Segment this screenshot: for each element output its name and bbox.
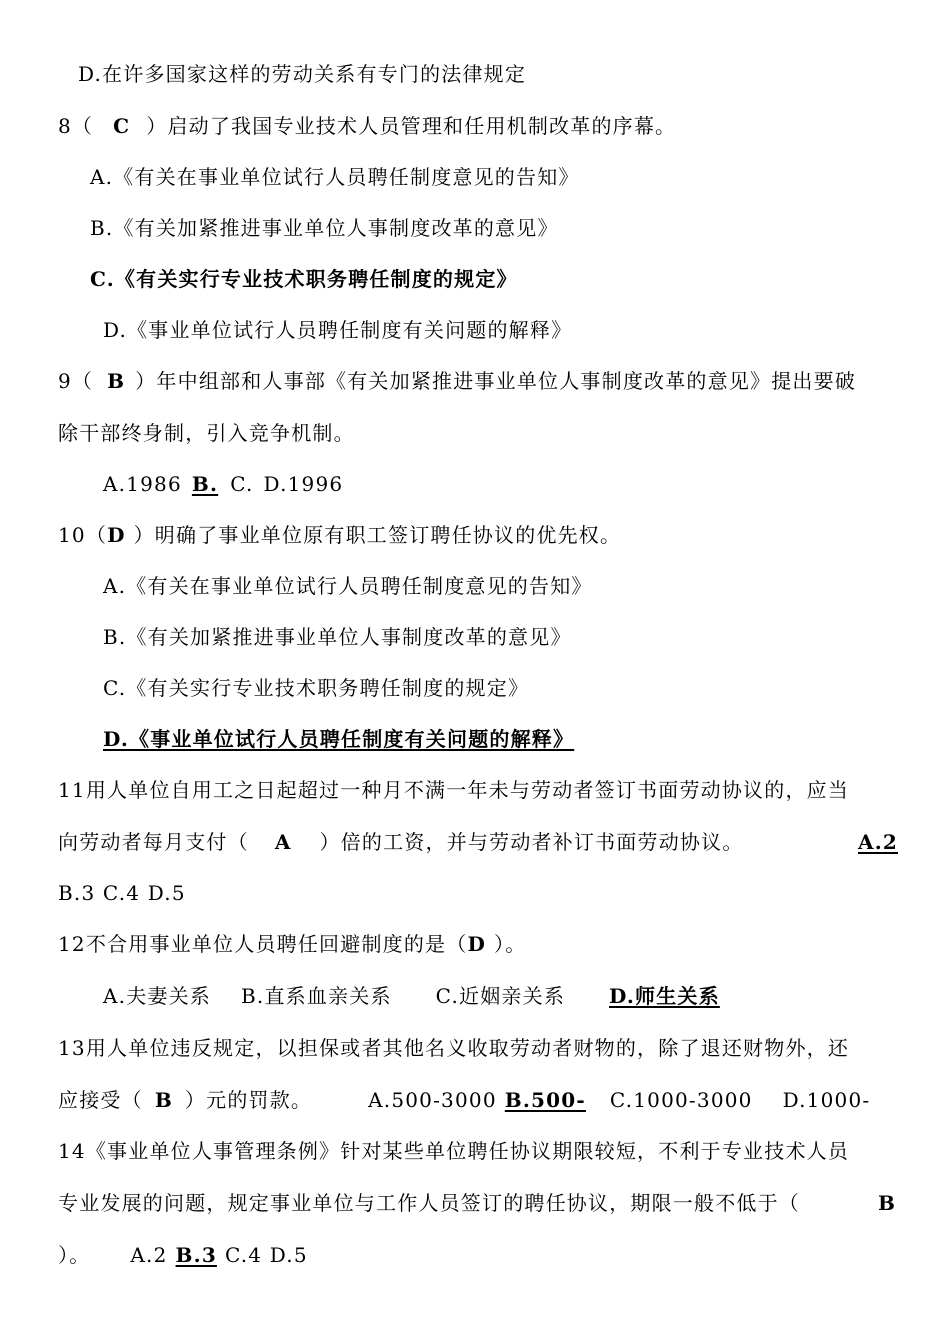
q13-option-a: A.500-3000 (368, 1088, 497, 1112)
q9-option-c: C. (230, 472, 254, 496)
q11-stem-2a: 向劳动者每月支付（ (58, 830, 249, 854)
q9-option-a: A.1986 (103, 472, 182, 496)
q13-stem-1: 13用人单位违反规定，以担保或者其他名义收取劳动者财物的，除了退还财物外，还 (58, 1036, 850, 1060)
q8-option-a: A.《有关在事业单位试行人员聘任制度意见的告知》 (90, 165, 580, 189)
q11-stem-2b: ）倍的工资，并与劳动者补订书面劳动协议。 (319, 830, 744, 854)
q10-option-b: B.《有关加紧推进事业单位人事制度改革的意见》 (103, 625, 572, 649)
q10-option-d: D.《事业单位试行人员聘任制度有关问题的解释》 (103, 727, 575, 751)
q8-option-d: D.《事业单位试行人员聘任制度有关问题的解释》 (103, 318, 573, 342)
q12-stem-b: ）。 (494, 932, 527, 956)
q9-option-b: B. (191, 472, 219, 496)
q11-stem-1: 11用人单位自用工之日起超过一种月不满一年未与劳动者签订书面劳动协议的，应当 (58, 778, 850, 802)
q10-answer: D (107, 523, 126, 547)
q13-option-b: B.500- (504, 1088, 586, 1112)
q12-option-b: B.直系血亲关系 (241, 984, 392, 1008)
q8-option-b: B.《有关加紧推进事业单位人事制度改革的意见》 (90, 216, 559, 240)
q9-stem-1: ）年中组部和人事部《有关加紧推进事业单位人事制度改革的意见》提出要破 (135, 369, 857, 393)
q11-answer: A (274, 830, 292, 854)
q13-option-d: D.1000- (782, 1088, 871, 1112)
question-12 (58, 931, 526, 957)
q13-stem-2b: ）元的罚款。 (184, 1088, 313, 1112)
q8-answer: C (113, 114, 131, 138)
q10-option-a: A.《有关在事业单位试行人员聘任制度意见的告知》 (103, 574, 593, 598)
q14-stem-1: 14《事业单位人事管理条例》针对某些单位聘任协议期限较短，不利于专业技术人员 (58, 1139, 850, 1163)
q9-options (103, 471, 343, 497)
q11-option-a: A.2 (858, 830, 898, 854)
q12-option-c: C.近姻亲关系 (435, 984, 566, 1008)
q14-option-a: A.2 (130, 1243, 168, 1267)
q9-stem-2: 除干部终身制，引入竞争机制。 (58, 421, 355, 445)
question-9 (58, 368, 856, 394)
q12-stem-a: 12不合用事业单位人员聘任回避制度的是（ (58, 932, 468, 956)
q8-prefix: 8（ (58, 114, 94, 138)
q14-stem-2 (58, 1190, 800, 1216)
q12-option-d: D.师生关系 (609, 984, 720, 1008)
q12-options (103, 983, 720, 1009)
q10-option-c: C.《有关实行专业技术职务聘任制度的规定》 (103, 676, 530, 700)
q14-option-b: B.3 (175, 1243, 217, 1267)
q14-stem-3 (58, 1242, 308, 1268)
question-10 (58, 522, 621, 548)
q13-answer: B (154, 1088, 173, 1112)
q8-option-c: C.《有关实行专业技术职务聘任制度的规定》 (90, 267, 518, 291)
q11-stem-2 (58, 829, 744, 855)
q14-answer: B (878, 1191, 897, 1215)
q14-stem-2a: 专业发展的问题，规定事业单位与工作人员签订的聘任协议，期限一般不低于（ (58, 1191, 800, 1215)
q12-option-a: A.夫妻关系 (103, 984, 212, 1008)
q13-stem-2a: 应接受（ (58, 1088, 143, 1112)
q10-stem: ）明确了事业单位原有职工签订聘任协议的优先权。 (133, 523, 622, 547)
q7-option-d: D.在许多国家这样的劳动关系有专门的法律规定 (78, 62, 527, 86)
q14-stem-3-text: ）。 (58, 1243, 91, 1267)
q14-options-rest: C.4 D.5 (224, 1243, 308, 1267)
q9-option-d: D.1996 (263, 472, 344, 496)
q13-option-c: C.1000-3000 (609, 1088, 753, 1112)
q12-answer: D (467, 932, 486, 956)
q10-prefix: 10（ (58, 523, 108, 547)
q8-stem: ）启动了我国专业技术人员管理和任用机制改革的序幕。 (146, 114, 677, 138)
question-8 (58, 113, 676, 139)
q11-options-rest: B.3 C.4 D.5 (58, 881, 186, 905)
q9-prefix: 9（ (58, 369, 94, 393)
q9-answer: B (107, 369, 126, 393)
q13-stem-2 (58, 1087, 870, 1113)
